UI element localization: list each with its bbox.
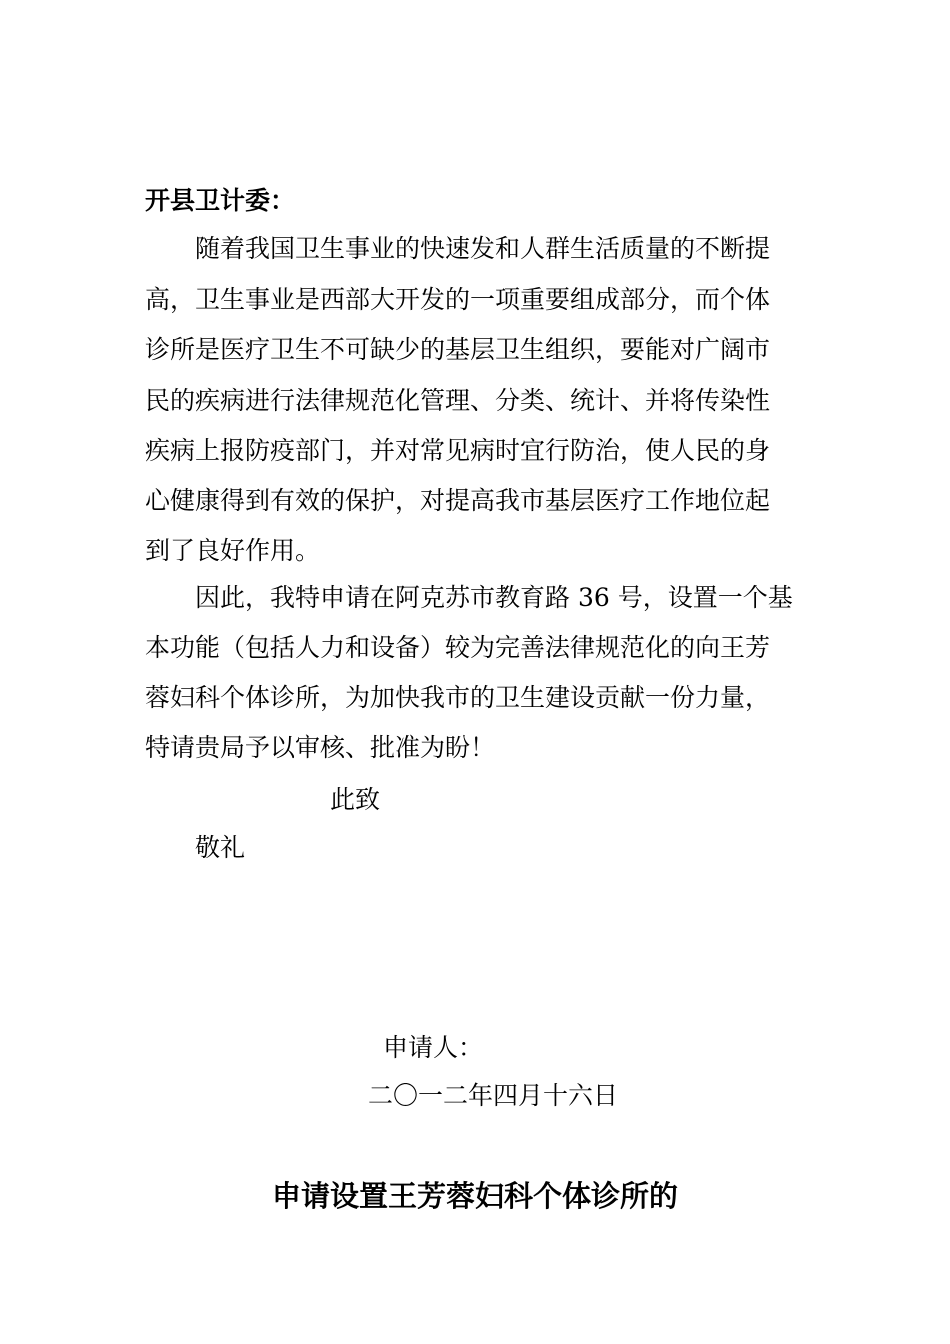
paragraph1-line-3: 诊所是医疗卫生不可缺少的基层卫生组织，要能对广阔市: [145, 335, 771, 364]
closing-respectfully: 此致: [330, 785, 381, 814]
applicant-label: 申请人：: [383, 1033, 484, 1062]
paragraph1-line-6: 心健康得到有效的保护，对提高我市基层医疗工作地位起: [145, 486, 771, 515]
paragraph2-line-2: 本功能（包括人力和设备）较为完善法律规范化的向王芳: [145, 633, 771, 662]
paragraph2-line-1: 因此，我特申请在阿克苏市教育路 36 号，设置一个基: [145, 583, 793, 612]
salutation: 开县卫计委：: [145, 186, 296, 215]
paragraph1-line-5: 疾病上报防疫部门，并对常见病时宜行防治，使人民的身: [145, 436, 771, 465]
paragraph2-line-3: 蓉妇科个体诊所，为加快我市的卫生建设贡献一份力量，: [145, 683, 771, 712]
section-title: 申请设置王芳蓉妇科个体诊所的: [271, 1179, 678, 1213]
paragraph1-line-1: 随着我国卫生事业的快速发和人群生活质量的不断提: [145, 234, 771, 263]
closing-regards: 敬礼: [195, 833, 246, 862]
paragraph2-line-4: 特请贵局予以审核、批准为盼！: [145, 733, 496, 762]
letter-date: 二〇一二年四月十六日: [368, 1081, 619, 1110]
paragraph1-line-7: 到了良好作用。: [145, 536, 321, 565]
paragraph1-line-2: 高，卫生事业是西部大开发的一项重要组成部分，而个体: [145, 285, 771, 314]
paragraph1-line-4: 民的疾病进行法律规范化管理、分类、统计、并将传染性: [145, 386, 771, 415]
